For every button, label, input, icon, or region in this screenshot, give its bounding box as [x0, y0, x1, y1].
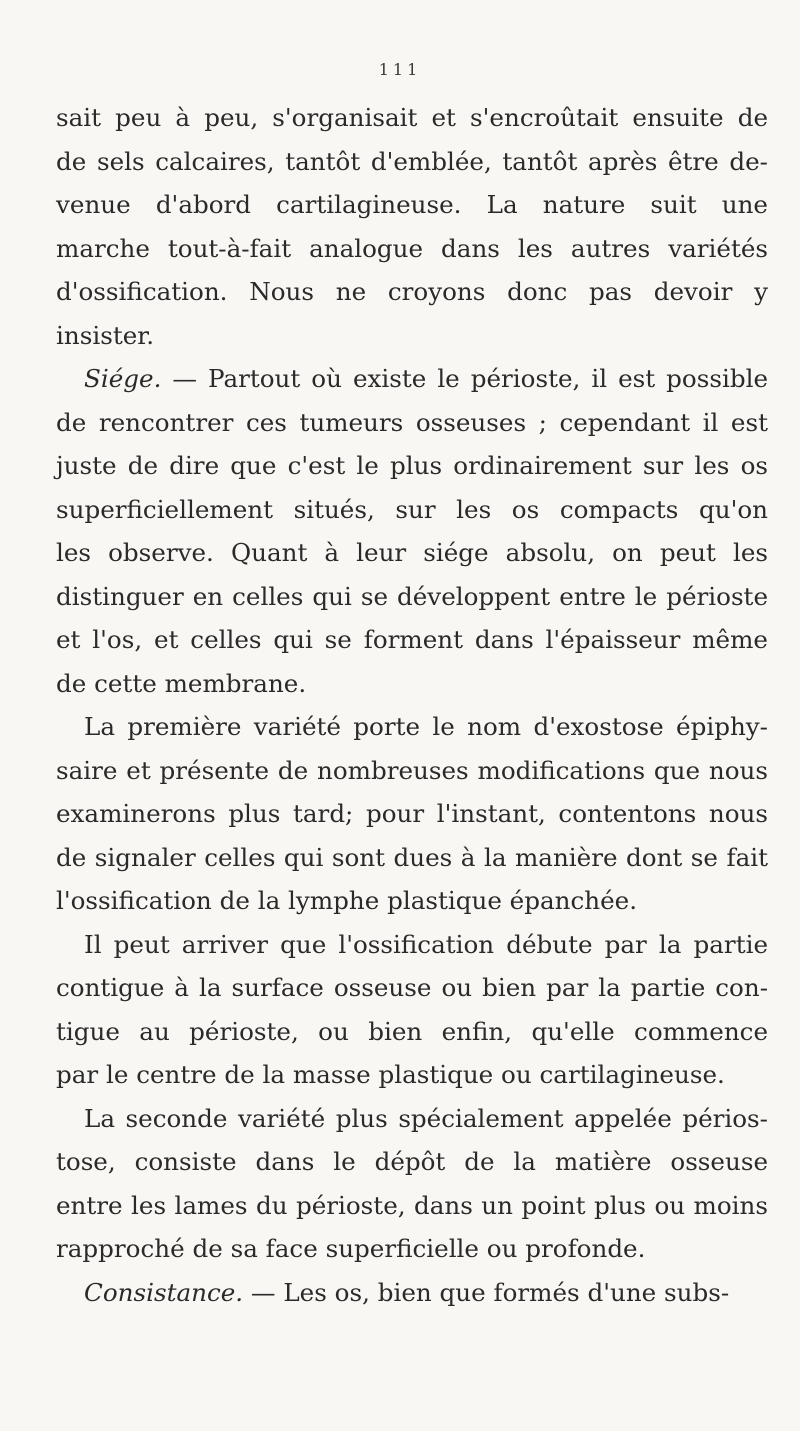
- text-line: marche tout-à-fait analogue dans les autres variétés: [56, 233, 768, 263]
- text-line: La première variété porte le nom d'exostose épiphy-: [84, 712, 768, 741]
- text-line: de signaler celles qui sont dues à la manière dont se fait: [56, 842, 768, 872]
- page-number: 111: [378, 60, 422, 79]
- text-line: rapproché de sa face superficielle ou profonde.: [56, 1234, 646, 1263]
- text-line: juste de dire que c'est le plus ordinairement sur les os: [56, 451, 768, 480]
- section-heading-line: [56, 357, 768, 401]
- text-line: insister.: [56, 320, 155, 350]
- section-heading-siege: Siége.: [84, 364, 162, 393]
- text-line: de sels calcaires, tantôt d'emblée, tantôt après être de-: [56, 146, 768, 176]
- text-segment: — Les os, bien que formés d'une subs-: [243, 1277, 730, 1307]
- section-heading-consistance: Consistance.: [84, 1277, 244, 1307]
- text-line: venue d'abord cartilagineuse. La nature suit une: [56, 190, 768, 219]
- text-line: de cette membrane.: [56, 668, 307, 698]
- text-segment: — Partout où existe le périoste, il est possible: [161, 364, 768, 393]
- page-text: [56, 96, 768, 1314]
- text-line: tigue au périoste, ou bien enfin, qu'elle commence: [56, 1016, 768, 1046]
- text-line: saire et présente de nombreuses modifications que nous: [56, 755, 768, 785]
- text-line: de rencontrer ces tumeurs osseuses ; cependant il est: [56, 407, 768, 437]
- text-line: La seconde variété plus spécialement appelée périos-: [84, 1103, 768, 1133]
- section-heading-line: [56, 1271, 768, 1315]
- text-line: l'ossification de la lymphe plastique épanchée.: [56, 886, 638, 915]
- text-line: et l'os, et celles qui se forment dans l'épaisseur même: [56, 625, 768, 654]
- text-line: Il peut arriver que l'ossification débute par la partie: [84, 929, 768, 959]
- text-line: entre les lames du périoste, dans un point plus ou moins: [56, 1190, 768, 1220]
- text-line: les observe. Quant à leur siége absolu, on peut les: [56, 538, 768, 567]
- text-line: contigue à la surface osseuse ou bien par la partie con-: [56, 973, 768, 1002]
- text-line: par le centre de la masse plastique ou cartilagineuse.: [56, 1060, 725, 1089]
- text-line: d'ossification. Nous ne croyons donc pas devoir y: [56, 277, 768, 306]
- text-line: distinguer en celles qui se développent entre le périoste: [56, 581, 768, 611]
- text-line: tose, consiste dans le dépôt de la matière osseuse: [56, 1147, 768, 1176]
- text-line: examinerons plus tard; pour l'instant, contentons nous: [56, 799, 768, 828]
- text-line: sait peu à peu, s'organisait et s'encroûtait ensuite de: [56, 103, 768, 132]
- text-line: superficiellement situés, sur les os compacts qu'on: [56, 494, 768, 524]
